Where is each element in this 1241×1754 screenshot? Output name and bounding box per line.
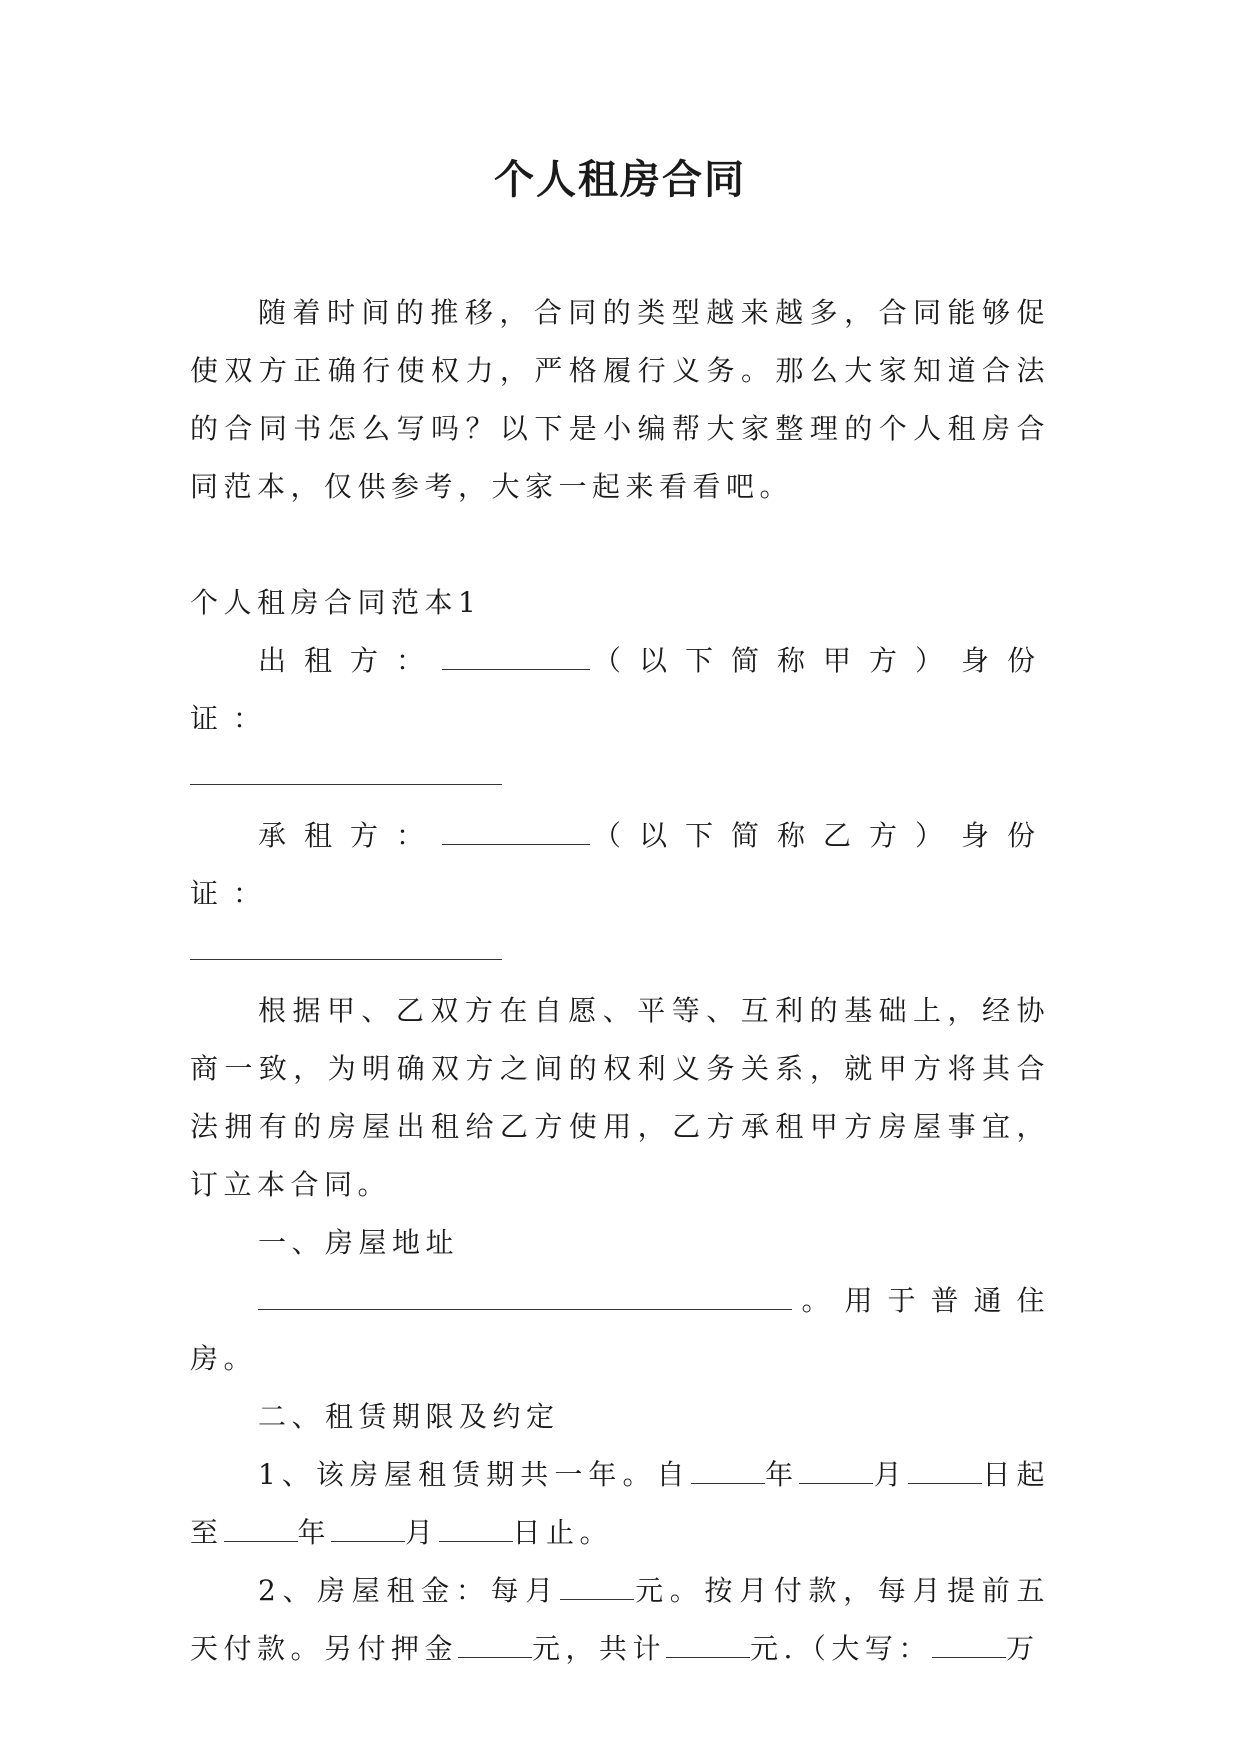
start-month-blank [799, 1459, 873, 1484]
deposit-blank [458, 1633, 532, 1658]
rent-text-c: 元，共计 [532, 1632, 667, 1665]
lessor-id-blank [190, 748, 502, 785]
rent-text-a: 2、房屋租金：每月 [258, 1574, 560, 1607]
term-day-to: 日止。 [512, 1516, 614, 1549]
lessor-line [190, 632, 1050, 748]
document-body [190, 284, 1050, 1678]
address-blank [258, 1285, 792, 1310]
rent-text-b: 元。按月付款，每月提前五天付款。另付押金 [190, 1574, 1050, 1665]
term-text-a: 1、该房屋租赁期共一年。自 [258, 1458, 691, 1491]
lessor-note: （以下简称甲方）身份证： [190, 644, 1050, 735]
start-day-blank [908, 1459, 982, 1484]
rent-clause [190, 1562, 1050, 1678]
term-day-from: 日起至 [190, 1458, 1050, 1549]
capital-amount-blank [932, 1633, 1006, 1658]
term-clause [190, 1446, 1050, 1562]
end-day-blank [439, 1517, 513, 1542]
lessee-name-blank [442, 820, 590, 845]
section1-heading: 一、房屋地址 [258, 1226, 460, 1259]
intro-paragraph: 随着时间的推移，合同的类型越来越多，合同能够促使双方正确行使权力，严格履行义务。那么大家知道合法的合同书怎么写吗？以下是小编帮大家整理的个人租房合同范本，仅供参考，大家一起来看看吧。 [190, 296, 1050, 503]
sample-heading: 个人租房合同范本1 [190, 586, 482, 619]
rent-text-d: 元.（大写： [750, 1632, 932, 1665]
address-tail: 。用于普通住房。 [190, 1284, 1050, 1375]
address-line [190, 1272, 1050, 1388]
lessee-id-blank [190, 923, 502, 960]
term-month-2: 月 [405, 1516, 439, 1549]
term-year-2: 年 [297, 1516, 332, 1549]
spacer [190, 516, 1050, 574]
lessor-label: 出租方： [258, 644, 442, 677]
total-blank [666, 1633, 750, 1658]
rent-text-e: 万 [1005, 1632, 1040, 1665]
lessee-label: 承租方： [258, 819, 442, 852]
document-title: 个人租房合同 [494, 157, 746, 203]
lessor-name-blank [442, 645, 590, 670]
monthly-rent-blank [560, 1575, 634, 1600]
section2-heading: 二、租赁期限及约定 [258, 1400, 560, 1433]
end-year-blank [224, 1517, 298, 1542]
term-year-1: 年 [764, 1458, 800, 1491]
lessee-note: （以下简称乙方）身份证： [190, 819, 1050, 910]
end-month-blank [331, 1517, 405, 1542]
term-month-1: 月 [873, 1458, 908, 1491]
start-year-blank [691, 1459, 765, 1484]
lessee-line [190, 807, 1050, 923]
preamble-paragraph: 根据甲、乙双方在自愿、平等、互利的基础上，经协商一致，为明确双方之间的权利义务关系，就甲方将其合法拥有的房屋出租给乙方使用，乙方承租甲方房屋事宜，订立本合同。 [190, 994, 1050, 1201]
